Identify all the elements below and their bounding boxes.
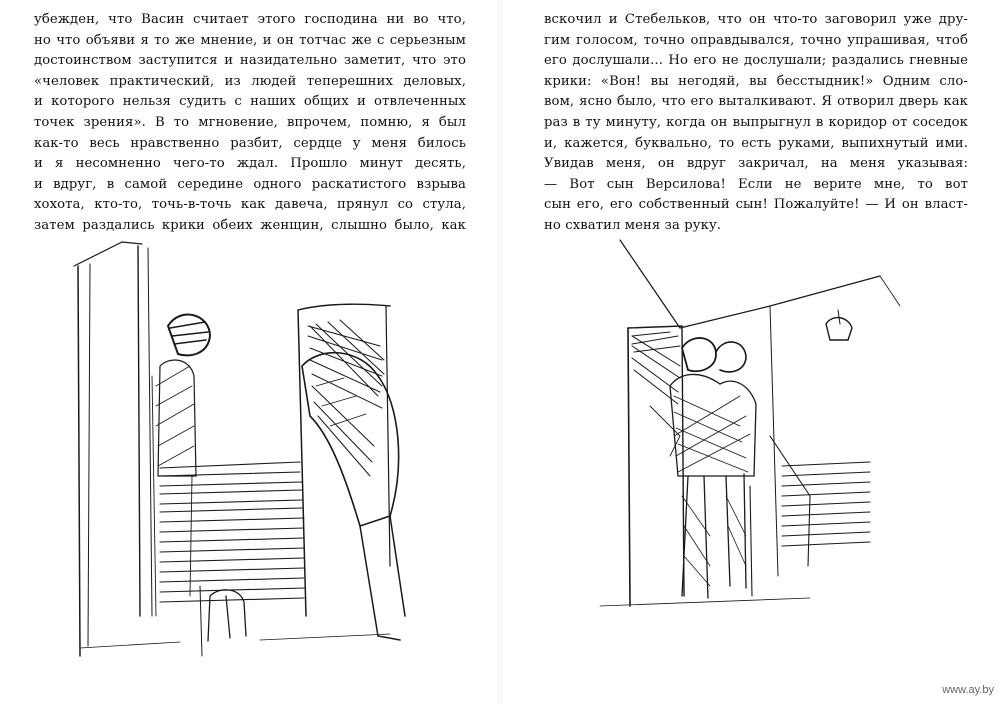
text-line: сын его, его собственный сын! Пожалуйте! — И он власт- xyxy=(544,197,968,213)
left-page-text xyxy=(34,10,466,237)
text-line: и я несомненно чего-то ждал. Прошло минут десять, xyxy=(34,156,466,172)
text-line: — Вот сын Версилова! Если не верите мне, то вот xyxy=(544,176,968,192)
text-line: достоинством заступится и назидательно заметит, что это xyxy=(34,53,466,69)
text-line: как-то весь нравственно разбит, сердце у меня билось xyxy=(34,135,466,151)
right-page-text xyxy=(544,10,968,237)
text-line: и которого нельзя судить с наших общих и отвлеченных xyxy=(34,94,466,110)
text-line: вскочил и Стебельков, что он что-то заговорил уже дру- xyxy=(544,12,968,27)
text-line: но схватил меня за руку. xyxy=(544,217,722,233)
text-line: но что объяви я то же мнение, и он тотчас же с серьезным xyxy=(34,32,466,48)
text-line: гим голосом, точно оправдывался, точно упрашивая, чтоб xyxy=(544,32,968,48)
text-line: и вдруг, в самой середине одного раскатистого взрыва xyxy=(34,176,466,192)
text-line: вом, ясно было, что его выталкивают. Я отворил дверь как xyxy=(544,94,968,110)
text-line: затем раздались крики обеих женщин, слышно было, как xyxy=(34,217,466,233)
text-line: Увидав меня, он вдруг закричал, на меня указывая: xyxy=(544,156,968,172)
text-line: раз в ту минуту, когда он выпрыгнул в коридор от соседок xyxy=(544,114,968,130)
left-sketch-illustration xyxy=(60,236,480,666)
watermark-text: www.ay.by xyxy=(942,684,994,696)
text-line: крики: «Вон! вы негодяй, вы бесстыдник!» Одним сло- xyxy=(544,73,968,89)
right-sketch-illustration xyxy=(570,236,970,636)
text-line: «человек практический, из людей теперешних деловых, xyxy=(34,73,466,89)
text-line: хохота, кто-то, точь-в-точь как давеча, прянул со стула, xyxy=(34,197,466,213)
text-line: точек зрения». В то мгновение, впрочем, помню, я был xyxy=(34,114,466,130)
text-line: его дослушали... Но его не дослушали; раздались гневные xyxy=(544,53,968,69)
text-line: и, кажется, буквально, то есть руками, выпихнутый ими. xyxy=(544,135,968,151)
text-line: убежден, что Васин считает этого господина ни во что, xyxy=(34,12,466,27)
